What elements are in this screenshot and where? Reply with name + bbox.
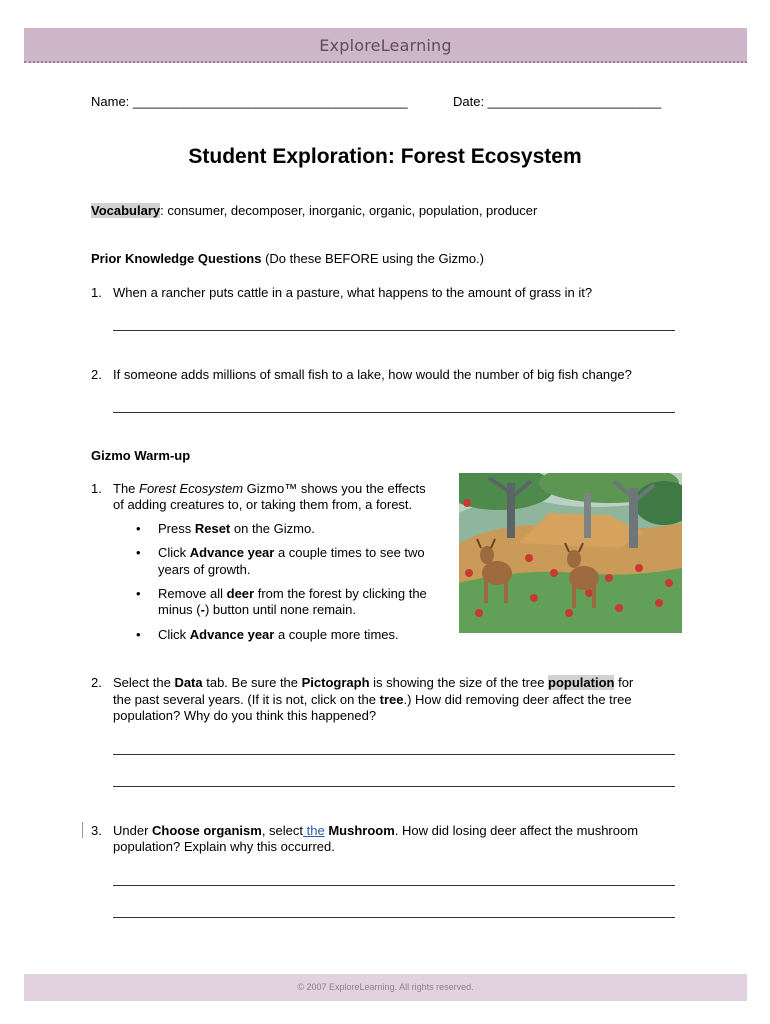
warmup-q1-number: 1. [91,481,102,496]
warmup-q2-line1: Select the Data tab. Be sure the Pictograph is showing the size of the tree population for [113,675,634,690]
bullet-item: Press Reset on the Gizmo. [158,521,315,536]
prior-heading: Prior Knowledge Questions [91,251,262,266]
vocabulary [91,203,537,219]
bullet-item-cont: minus (-) button until none remain. [158,602,357,617]
vocabulary-text: : consumer, decomposer, inorganic, organic, population, producer [160,203,538,218]
name-field: Name: ______________________________________ [91,94,408,109]
answer-line [113,330,675,331]
prior-q1-text: When a rancher puts cattle in a pasture, what happens to the amount of grass in it? [113,285,593,300]
vocabulary-label: Vocabulary [91,203,161,218]
bullet-dot: • [136,521,141,536]
warmup-q2-line3: population? Why do you think this happened? [113,708,377,723]
bullet-item: Click Advance year a couple more times. [158,627,399,642]
warmup-q3-line1: Under Choose organism, select the Mushroom. How did losing deer affect the mushroom [113,823,639,838]
bullet-dot: • [136,545,141,560]
bullet-dot: • [136,586,141,601]
warmup-q1-line1: The Forest Ecosystem Gizmo™ shows you the effects [113,481,426,496]
page-title: Student Exploration: Forest Ecosystem [188,145,582,168]
forest-scene-svg [459,473,682,633]
warmup-q3-line2: population? Explain why this occurred. [113,839,335,854]
answer-line [113,754,675,755]
bullet-item-cont: years of growth. [158,562,251,577]
text-cursor-bar [82,822,83,838]
footer-banner [24,974,747,1001]
warmup-q2-number: 2. [91,675,102,690]
warmup-q3-number: 3. [91,823,102,838]
bullet-dot: • [136,627,141,642]
prior-note: (Do these BEFORE using the Gizmo.) [261,251,484,266]
warmup-heading: Gizmo Warm-up [91,448,191,463]
header-banner [24,28,747,63]
copyright-text: © 2007 ExploreLearning. All rights reserved. [297,982,474,992]
date-field: Date: ________________________ [453,94,662,109]
answer-line [113,412,675,413]
bullet-item: Click Advance year a couple times to see two [158,545,425,560]
prior-q2-text: If someone adds millions of small fish to a lake, how would the number of big fish change? [113,367,632,382]
prior-q1-number: 1. [91,285,102,300]
the-link[interactable]: the [303,823,325,838]
brand-logo: ExploreLearning [319,36,452,55]
warmup-q1-line2: of adding creatures to, or taking them from, a forest. [113,497,413,512]
answer-line [113,786,675,787]
answer-line [113,885,675,886]
forest-ecosystem-illustration [459,473,682,633]
prior-knowledge-heading [91,251,484,267]
bullet-item: Remove all deer from the forest by clicking the [158,586,427,601]
warmup-q2-line2: the past several years. (If it is not, click on the tree.) How did removing deer affect the tree [113,692,632,707]
answer-line [113,917,675,918]
prior-q2-number: 2. [91,367,102,382]
